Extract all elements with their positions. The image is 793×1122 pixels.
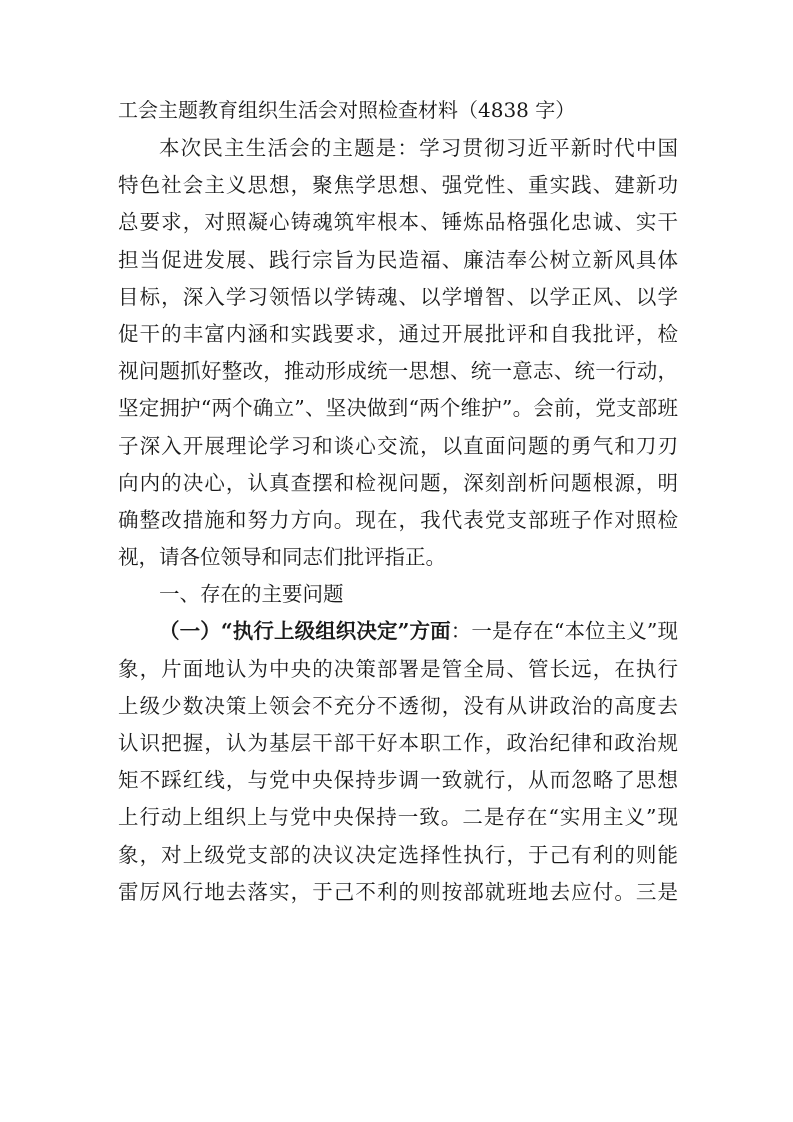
paragraph-line: 总要求，对照凝心铸魂筑牢根本、锤炼品格强化忠诚、实干: [118, 210, 678, 235]
paragraph-line: 视，请各位领导和同志们批评指正。: [118, 545, 446, 570]
paragraph-line: 视问题抓好整改，推动形成统一思想、统一意志、统一行动，: [118, 359, 678, 384]
paragraph-line: 子深入开展理论学习和谈心交流，以直面问题的勇气和刀刃: [118, 433, 678, 458]
subheading-line: [118, 613, 678, 650]
problems-paragraph: [118, 613, 678, 911]
paragraph-line: 本次民主生活会的主题是：学习贯彻习近平新时代中国: [159, 136, 678, 160]
paragraph-line: 坚定拥护“两个确立”、坚决做到“两个维护”。会前，党支部班: [118, 396, 678, 421]
paragraph-line: 特色社会主义思想，聚焦学思想、强党性、重实践、建新功: [118, 173, 678, 198]
paragraph-line: 象，对上级党支部的决议决定选择性执行，于己有利的则能: [118, 842, 678, 867]
paragraph-line: 目标，深入学习领悟以学铸魂、以学增智、以学正风、以学: [118, 284, 678, 309]
paragraph-line: 担当促进发展、践行宗旨为民造福、廉洁奉公树立新风具体: [118, 247, 678, 272]
paragraph-line: 象，片面地认为中央的决策部署是管全局、管长远，在执行: [118, 656, 678, 681]
paragraph-line: 上级少数决策上领会不充分不透彻，没有从讲政治的高度去: [118, 693, 678, 718]
section-heading: 一、存在的主要问题: [159, 582, 344, 607]
paragraph-line: 矩不踩红线，与党中央保持步调一致就行，从而忽略了思想: [118, 768, 678, 793]
paragraph-line: 确整改措施和努力方向。现在，我代表党支部班子作对照检: [118, 507, 678, 532]
paragraph-line: 促干的丰富内涵和实践要求，通过开展批评和自我批评，检: [118, 321, 678, 346]
subheading-rest: ：一是存在“本位主义”现: [450, 619, 678, 644]
subheading-bold: （一）“执行上级组织决定”方面: [159, 619, 451, 644]
intro-paragraph: [118, 130, 678, 576]
paragraph-line: 向内的决心，认真查摆和检视问题，深刻剖析问题根源，明: [118, 470, 678, 495]
paragraph-line: 雷厉风行地去落实，于己不利的则按部就班地去应付。三是: [118, 879, 678, 904]
document-body: [118, 90, 678, 911]
paragraph-line: 上行动上组织上与党中央保持一致。二是存在“实用主义”现: [118, 805, 678, 830]
paragraph-line: 认识把握，认为基层干部干好本职工作，政治纪律和政治规: [118, 731, 678, 755]
document-title: 工会主题教育组织生活会对照检查材料（4838 字）: [118, 98, 576, 122]
